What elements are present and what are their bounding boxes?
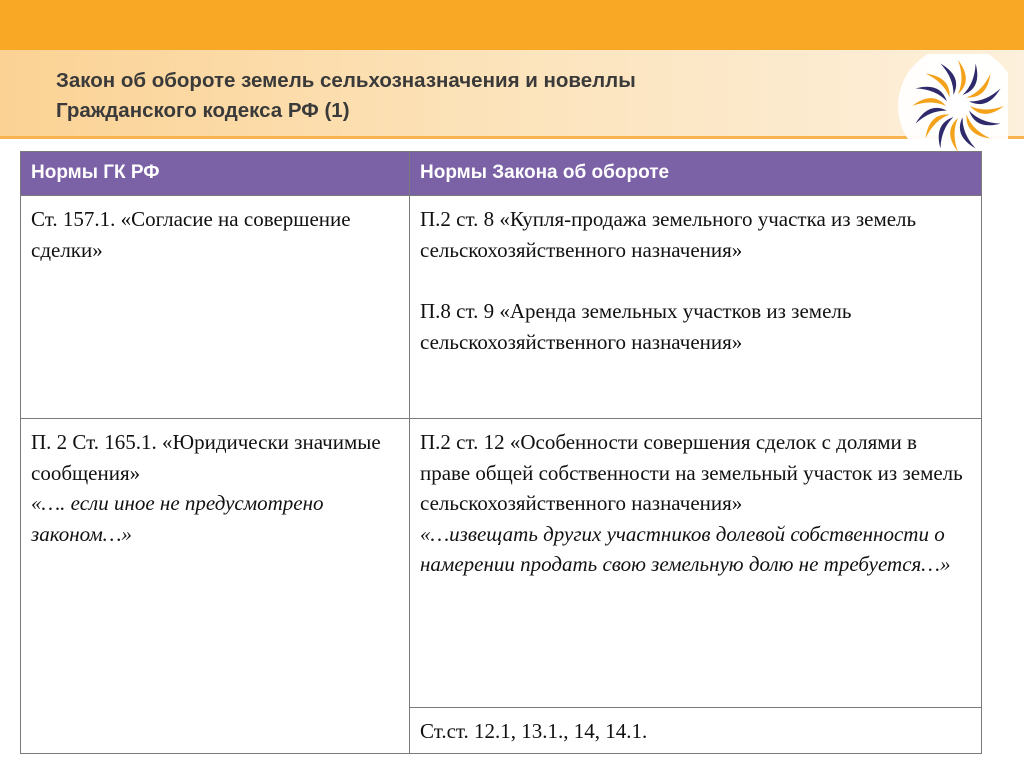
law-art9-text: П.8 ст. 9 «Аренда земельных участков из земель сельскохозяйственного назначения» (420, 299, 852, 354)
top-accent-bar (0, 0, 1024, 50)
table-row (21, 419, 982, 708)
header-law-norms: Нормы Закона об обороте (410, 152, 982, 196)
cell-gk-157 (21, 196, 410, 419)
law-art12-text: П.2 ст. 12 «Особенности совершения сделок с долями в праве общей собственности на земельный участок из земель сельскохозяйственного назначения» (420, 430, 963, 515)
cell-law-articles (410, 708, 982, 754)
law-articles-text: Ст.ст. 12.1, 13.1., 14, 14.1. (420, 719, 648, 743)
slide-title-line2: Гражданского кодекса РФ (1) (56, 99, 350, 122)
cell-gk-165 (21, 419, 410, 754)
paragraph-gap (420, 265, 971, 296)
table-header-row (21, 152, 982, 196)
norms-table (20, 151, 982, 754)
cell-law-sale-lease (410, 196, 982, 419)
cell-law-shares (410, 419, 982, 708)
title-divider (0, 136, 1024, 139)
gk-165-text: П. 2 Ст. 165.1. «Юридически значимые сообщения» (31, 430, 381, 485)
slide-title (56, 66, 856, 126)
sun-logo-icon (878, 54, 1008, 164)
slide-title-line1: Закон об обороте земель сельхозназначения и новеллы (56, 69, 636, 92)
gk-157-text: Ст. 157.1. «Согласие на совершение сделки» (31, 207, 351, 262)
law-art8-text: П.2 ст. 8 «Купля-продажа земельного участка из земель сельскохозяйственного назначения» (420, 207, 917, 262)
table-row (21, 196, 982, 419)
header-gk-norms: Нормы ГК РФ (21, 152, 410, 196)
law-art12-quote: «…извещать других участников долевой собственности о намерении продать свою земельную долю не требуется…» (420, 521, 951, 576)
gk-165-quote: «…. если иное не предусмотрено законом…» (31, 491, 324, 546)
